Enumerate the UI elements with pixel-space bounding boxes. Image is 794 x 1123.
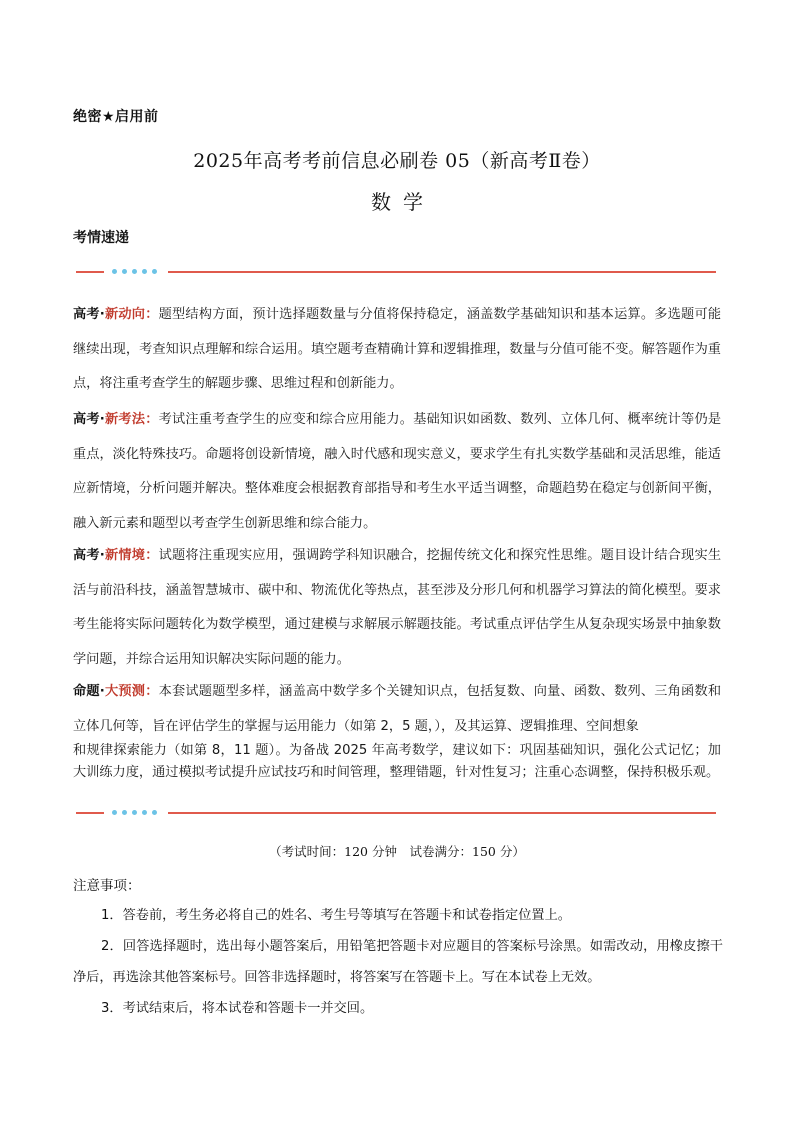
- divider-dot: [152, 810, 157, 815]
- paragraph-label-prefix: 高考·: [73, 307, 105, 322]
- paragraph-label-colon: ：: [145, 412, 159, 427]
- paragraph-label-highlight: 新动向: [104, 307, 146, 322]
- paragraph-text-continued: 和规律探索能力（如第 8，11 题）。为备战 2025 年高考数学，建议如下：巩固基础知识，强化公式记忆；加大训练力度，通过模拟考试提升应试技巧和时间管理，整理错题，针对性复习；注重心态调整，保持积极乐观。: [73, 743, 721, 780]
- paragraph-prediction-first-lines: [73, 675, 721, 744]
- paragraph-text: 试题将注重现实应用，强调跨学科知识融合，挖掘传统文化和探究性思维。题目设计结合现实生活与前沿科技，涵盖智慧城市、碳中和、物流优化等热点，甚至涉及分形几何和机器学习算法的简化模型。要求考生能将实际问题转化为数学模型，通过建模与求解展示解题技能。考试重点评估学生从复杂现实场景中抽象数学问题，并综合运用知识解决实际问题的能力。: [73, 548, 722, 667]
- paragraph-label-highlight: 大预测: [104, 684, 146, 699]
- paragraph-new-context: [73, 539, 721, 677]
- divider-line-left: [76, 812, 104, 814]
- page-title: 2025年高考考前信息必刷卷 05（新高考Ⅱ卷）: [193, 150, 601, 172]
- paragraph-text: 本套试题题型多样，涵盖高中数学多个关键知识点，包括复数、向量、函数、数列、三角函数和立体几何等，旨在评估学生的掌握与运用能力（如第 2，5 题，），及其运算、逻辑推理、空间想象: [73, 684, 722, 734]
- paragraph-prediction: [73, 675, 721, 784]
- section-heading: 考情速递: [73, 230, 129, 246]
- divider-line-right: [168, 812, 716, 814]
- paragraph-label-colon: ：: [145, 684, 159, 699]
- divider-line-left: [76, 271, 104, 273]
- confidential-mark: 绝密★启用前: [73, 109, 159, 125]
- divider-dot: [112, 810, 117, 815]
- paragraph-label-prefix: 高考·: [73, 412, 105, 427]
- paragraph-label-prefix: 命题·: [73, 684, 105, 699]
- divider-dot: [152, 269, 157, 274]
- paragraph-text: 考试注重考查学生的应变和综合应用能力。基础知识如函数、数列、立体几何、概率统计等仍是重点，淡化特殊技巧。命题将创设新情境，融入时代感和现实意义，要求学生有扎实数学基础和灵活思维，能适应新情境，分析问题并解决。整体难度会根据教育部指导和考生水平适当调整，命题趋势在稳定与创新间平衡，融入新元素和题型以考查学生创新思维和综合能力。: [73, 412, 722, 531]
- divider-top: [76, 268, 716, 276]
- paragraph-text: 题型结构方面，预计选择题数量与分值将保持稳定，涵盖数学基础知识和基本运算。多选题可能继续出现，考查知识点理解和综合运用。填空题考查精确计算和逻辑推理，数量与分值可能不变。解答题作为重点，将注重考查学生的解题步骤、思维过程和创新能力。: [73, 307, 722, 391]
- divider-dot: [132, 269, 137, 274]
- subject-title: 数学: [371, 190, 435, 214]
- paragraph-label-colon: ：: [145, 307, 159, 322]
- paragraph-label-highlight: 新情境: [104, 548, 146, 563]
- paragraph-new-method: [73, 403, 721, 541]
- paragraph-label-prefix: 高考·: [73, 548, 105, 563]
- divider-dot: [122, 810, 127, 815]
- note-item: 2．回答选择题时，选出每小题答案后，用铅笔把答题卡对应题目的答案标号涂黑。如需改动，用橡皮擦干净后，再选涂其他答案标号。回答非选择题时，将答案写在答题卡上。写在本试卷上无效。: [73, 939, 723, 985]
- notes-list: [73, 900, 723, 1024]
- divider-line-right: [168, 271, 716, 273]
- exam-info: （考试时间：120 分钟 试卷满分：150 分）: [269, 844, 525, 859]
- divider-dot: [142, 810, 147, 815]
- paragraph-new-trend: [73, 298, 721, 402]
- paragraph-label-colon: ：: [145, 548, 159, 563]
- divider-dot: [112, 269, 117, 274]
- notes-title: 注意事项：: [73, 878, 141, 894]
- divider-dot: [142, 269, 147, 274]
- divider-dot: [132, 810, 137, 815]
- paragraph-label-highlight: 新考法: [104, 412, 146, 427]
- note-item: 3．考试结束后，将本试卷和答题卡一并交回。: [101, 1001, 374, 1016]
- divider-bottom: [76, 809, 716, 817]
- divider-dot: [122, 269, 127, 274]
- note-item: 1．答卷前，考生务必将自己的姓名、考生号等填写在答题卡和试卷指定位置上。: [101, 908, 571, 923]
